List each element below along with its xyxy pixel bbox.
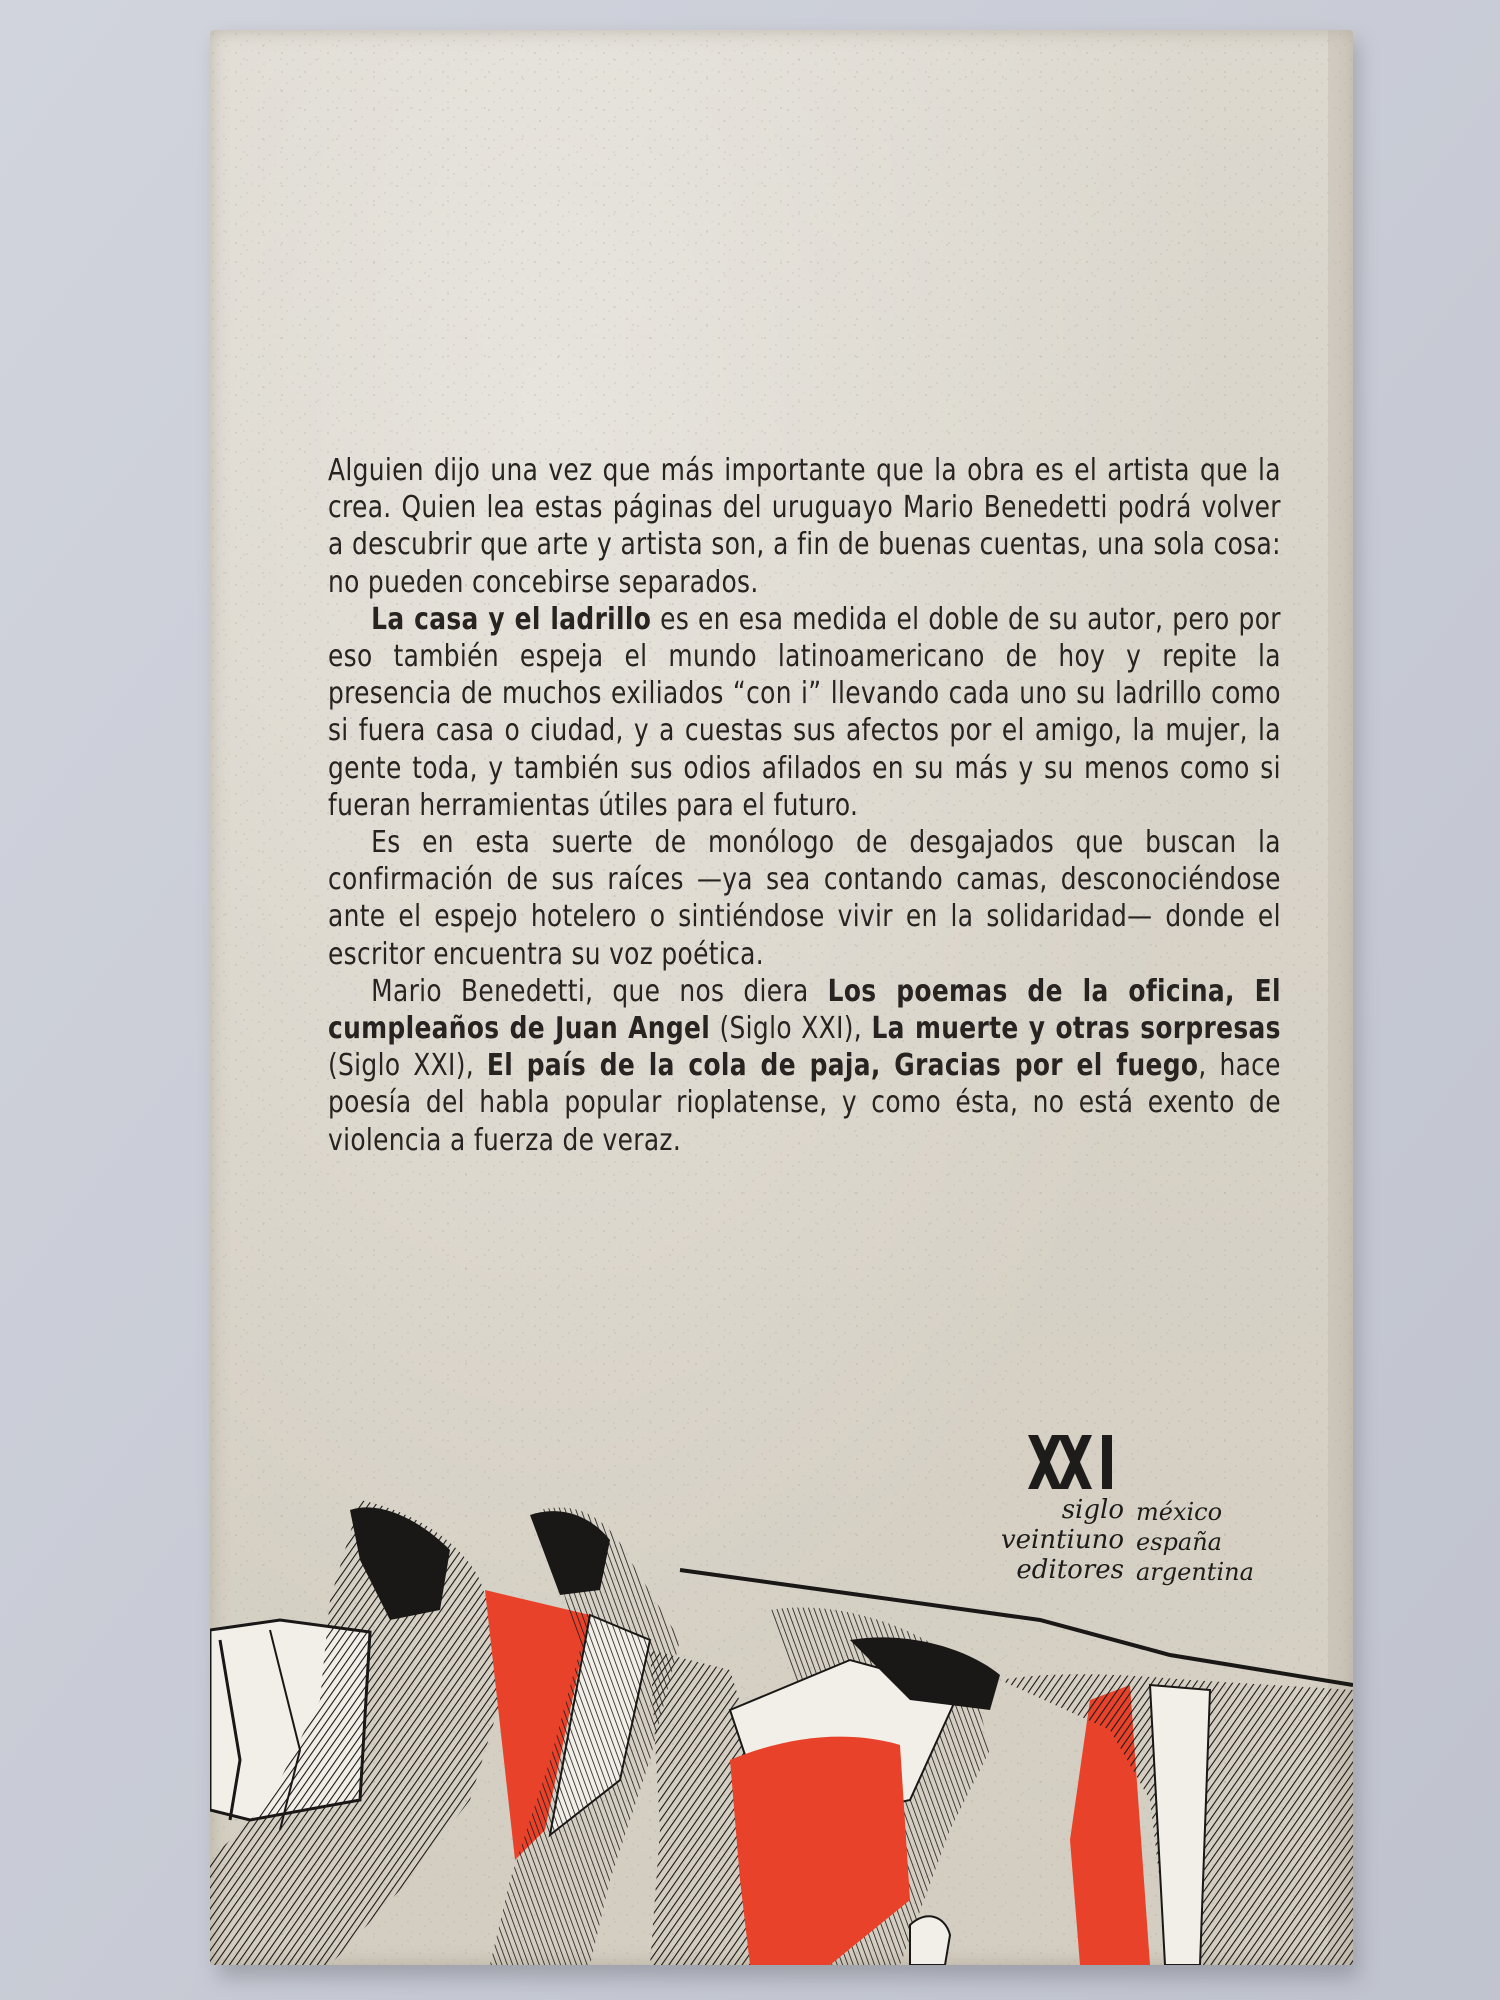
blurb-paragraph-3: Es en esta suerte de monólogo de desgajados que buscan la confirmación de sus raíces —ya sea contando camas, desconociéndose ante el espejo hotelero o sintiéndose vivir en la solidaridad— donde el escritor encuentra su voz poética. <box>328 825 1281 972</box>
publisher-name: siglo veintiuno editores <box>1000 1495 1124 1585</box>
book-back-cover <box>210 30 1353 1965</box>
other-works-title-2: La muerte y otras sorpresas <box>871 1011 1281 1047</box>
blurb-paragraph-4: Mario Benedetti, que nos diera Los poemas de la oficina, El cumpleaños de Juan Angel (Siglo XXI), La muerte y otras sorpresas (Siglo XXI), El país de la cola de paja, Gracias por el fuego, hace poesía del habla popular rioplatense, y como ésta, no está exento de violencia a fuerza de veraz. <box>328 973 1281 1158</box>
cover-illustration <box>210 1500 1353 1965</box>
publisher-logo-mark <box>1028 1435 1124 1489</box>
other-works-title-3: El país de la cola de paja, Gracias por el fuego <box>486 1048 1199 1084</box>
publisher-locations: méxico españa argentina <box>1136 1498 1254 1586</box>
book-title: La casa y el ladrillo <box>371 601 652 637</box>
blurb-text <box>328 452 1281 1159</box>
other-works-title-1: Los poemas de la oficina, El cumpleaños de Juan Angel <box>328 973 1281 1047</box>
blurb-paragraph-1: Alguien dijo una vez que más importante que la obra es el artista que la crea. Quien lea estas páginas del uruguayo Mario Benedetti podrá volver a descubrir que arte y artista son, a fin de buenas cuentas, una sola cosa: no pueden concebirse separados. <box>328 453 1281 600</box>
blurb-paragraph-2: La casa y el ladrillo es en esa medida el doble de su autor, pero por eso también espeja el mundo latinoamericano de hoy y repite la presencia de muchos exiliados “con i” llevando cada uno su ladrillo como si fuera casa o ciudad, y a cuestas sus afectos por el amigo, la mujer, la gente toda, y también sus odios afilados en su más y su menos como si fueran herramientas útiles para el futuro. <box>328 601 1281 823</box>
